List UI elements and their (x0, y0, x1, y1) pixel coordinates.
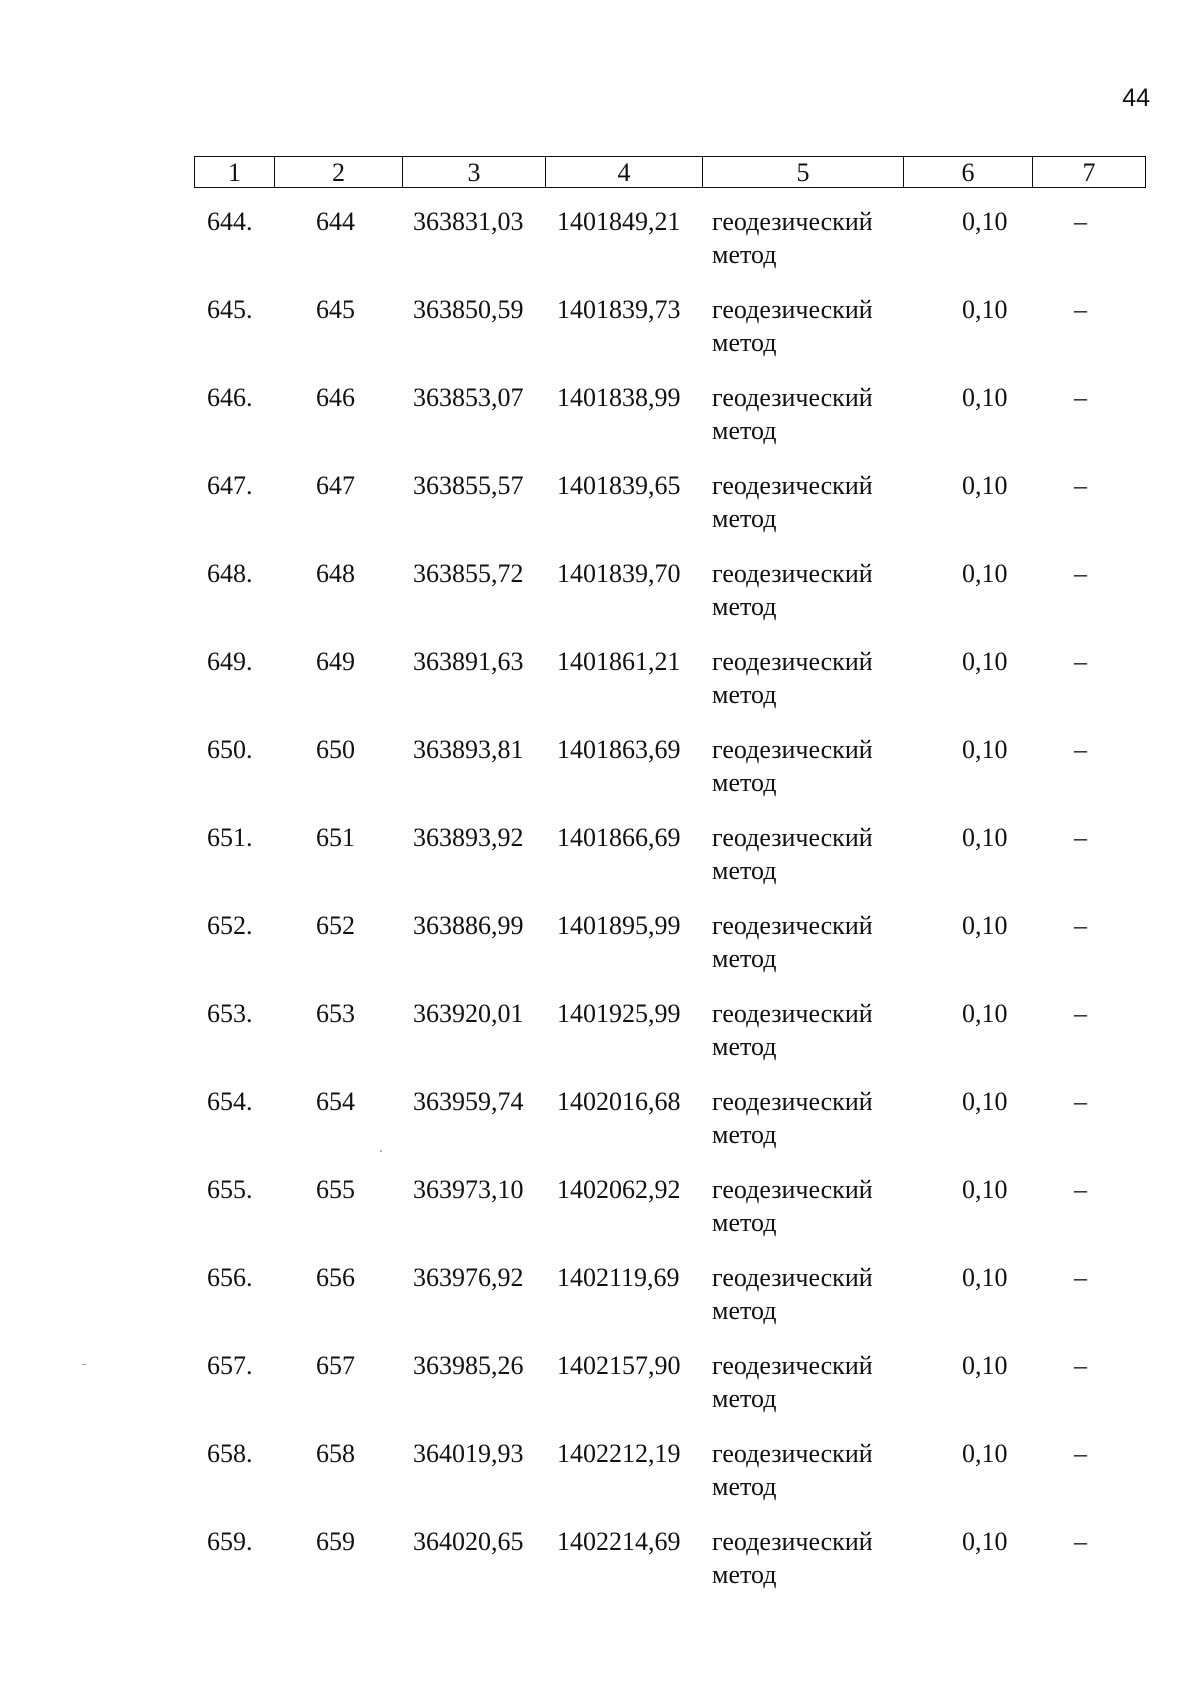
coordinate-y-cell: 1402016,68 (557, 1087, 681, 1116)
point-id-cell: 647 (316, 471, 355, 500)
method-cell: геодезический метод (712, 1527, 873, 1589)
point-id-cell: 652 (316, 911, 355, 940)
accuracy-cell: 0,10 (962, 471, 1008, 500)
coordinate-x-cell: 363920,01 (413, 999, 524, 1028)
accuracy-cell: 0,10 (962, 823, 1008, 852)
note-cell: – (1074, 1087, 1087, 1116)
coordinate-y-cell: 1402157,90 (557, 1351, 681, 1380)
coordinate-y-cell: 1401838,99 (557, 383, 681, 412)
coordinate-x-cell: 363985,26 (413, 1351, 524, 1380)
note-cell: – (1074, 207, 1087, 236)
coordinate-x-cell: 363855,72 (413, 559, 524, 588)
accuracy-cell: 0,10 (962, 1439, 1008, 1468)
header-col-7: 7 (1033, 157, 1146, 188)
accuracy-cell: 0,10 (962, 999, 1008, 1028)
header-col-2: 2 (275, 157, 403, 188)
point-id-cell: 644 (316, 207, 355, 236)
row-number-cell: 652. (207, 911, 253, 940)
note-cell: – (1074, 911, 1087, 940)
accuracy-cell: 0,10 (962, 1263, 1008, 1292)
coordinate-y-cell: 1401839,70 (557, 559, 681, 588)
coordinate-x-cell: 364020,65 (413, 1527, 524, 1556)
page-number: 44 (1122, 84, 1150, 112)
note-cell: – (1074, 999, 1087, 1028)
note-cell: – (1074, 559, 1087, 588)
note-cell: – (1074, 1439, 1087, 1468)
point-id-cell: 654 (316, 1087, 355, 1116)
accuracy-cell: 0,10 (962, 207, 1008, 236)
table-row (0, 1261, 1200, 1349)
table-row (0, 293, 1200, 381)
accuracy-cell: 0,10 (962, 911, 1008, 940)
note-cell: – (1074, 647, 1087, 676)
row-number-cell: 651. (207, 823, 253, 852)
method-cell: геодезический метод (712, 559, 873, 621)
point-id-cell: 659 (316, 1527, 355, 1556)
accuracy-cell: 0,10 (962, 647, 1008, 676)
coordinate-x-cell: 364019,93 (413, 1439, 524, 1468)
accuracy-cell: 0,10 (962, 559, 1008, 588)
coordinate-y-cell: 1401839,73 (557, 295, 681, 324)
note-cell: – (1074, 383, 1087, 412)
header-col-1: 1 (195, 157, 275, 188)
table-row (0, 205, 1200, 293)
coordinate-y-cell: 1402214,69 (557, 1527, 681, 1556)
coordinate-x-cell: 363850,59 (413, 295, 524, 324)
accuracy-cell: 0,10 (962, 735, 1008, 764)
coordinate-x-cell: 363855,57 (413, 471, 524, 500)
method-cell: геодезический метод (712, 1087, 873, 1149)
scan-speck (380, 1150, 382, 1152)
row-number-cell: 650. (207, 735, 253, 764)
table-row (0, 469, 1200, 557)
method-cell: геодезический метод (712, 471, 873, 533)
note-cell: – (1074, 735, 1087, 764)
header-col-4: 4 (546, 157, 703, 188)
coordinate-x-cell: 363976,92 (413, 1263, 524, 1292)
coordinate-x-cell: 363973,10 (413, 1175, 524, 1204)
method-cell: геодезический метод (712, 647, 873, 709)
coordinate-y-cell: 1401866,69 (557, 823, 681, 852)
row-number-cell: 648. (207, 559, 253, 588)
table-row (0, 557, 1200, 645)
column-number-header (194, 156, 1146, 188)
point-id-cell: 646 (316, 383, 355, 412)
coordinate-y-cell: 1402212,19 (557, 1439, 681, 1468)
coordinate-y-cell: 1401849,21 (557, 207, 681, 236)
point-id-cell: 657 (316, 1351, 355, 1380)
row-number-cell: 653. (207, 999, 253, 1028)
coordinate-y-cell: 1401925,99 (557, 999, 681, 1028)
coordinate-x-cell: 363891,63 (413, 647, 524, 676)
accuracy-cell: 0,10 (962, 1175, 1008, 1204)
point-id-cell: 650 (316, 735, 355, 764)
table-row (0, 909, 1200, 997)
point-id-cell: 648 (316, 559, 355, 588)
coordinate-x-cell: 363959,74 (413, 1087, 524, 1116)
row-number-cell: 655. (207, 1175, 253, 1204)
table-row (0, 645, 1200, 733)
coordinate-y-cell: 1401863,69 (557, 735, 681, 764)
method-cell: геодезический метод (712, 1351, 873, 1413)
coordinate-x-cell: 363893,92 (413, 823, 524, 852)
point-id-cell: 645 (316, 295, 355, 324)
point-id-cell: 651 (316, 823, 355, 852)
row-number-cell: 654. (207, 1087, 253, 1116)
method-cell: геодезический метод (712, 295, 873, 357)
note-cell: – (1074, 1527, 1087, 1556)
point-id-cell: 653 (316, 999, 355, 1028)
note-cell: – (1074, 1351, 1087, 1380)
accuracy-cell: 0,10 (962, 1527, 1008, 1556)
point-id-cell: 649 (316, 647, 355, 676)
coordinate-y-cell: 1402062,92 (557, 1175, 681, 1204)
table-row (0, 997, 1200, 1085)
table-row (0, 733, 1200, 821)
coordinate-y-cell: 1401861,21 (557, 647, 681, 676)
row-number-cell: 647. (207, 471, 253, 500)
point-id-cell: 656 (316, 1263, 355, 1292)
header-col-3: 3 (403, 157, 546, 188)
note-cell: – (1074, 823, 1087, 852)
method-cell: геодезический метод (712, 735, 873, 797)
row-number-cell: 658. (207, 1439, 253, 1468)
row-number-cell: 656. (207, 1263, 253, 1292)
note-cell: – (1074, 1175, 1087, 1204)
coordinates-table-body (0, 205, 1200, 1613)
coordinate-x-cell: 363886,99 (413, 911, 524, 940)
header-col-6: 6 (904, 157, 1033, 188)
point-id-cell: 655 (316, 1175, 355, 1204)
method-cell: геодезический метод (712, 999, 873, 1061)
coordinate-y-cell: 1401839,65 (557, 471, 681, 500)
method-cell: геодезический метод (712, 207, 873, 269)
coordinate-x-cell: 363893,81 (413, 735, 524, 764)
table-row (0, 821, 1200, 909)
point-id-cell: 658 (316, 1439, 355, 1468)
row-number-cell: 646. (207, 383, 253, 412)
method-cell: геодезический метод (712, 383, 873, 445)
header-col-5: 5 (703, 157, 904, 188)
row-number-cell: 645. (207, 295, 253, 324)
table-row (0, 1525, 1200, 1613)
scan-speck (82, 1364, 87, 1365)
method-cell: геодезический метод (712, 823, 873, 885)
coordinate-y-cell: 1402119,69 (557, 1263, 680, 1292)
row-number-cell: 659. (207, 1527, 253, 1556)
coordinate-y-cell: 1401895,99 (557, 911, 681, 940)
row-number-cell: 657. (207, 1351, 253, 1380)
note-cell: – (1074, 1263, 1087, 1292)
row-number-cell: 649. (207, 647, 253, 676)
method-cell: геодезический метод (712, 1175, 873, 1237)
accuracy-cell: 0,10 (962, 383, 1008, 412)
table-row (0, 1349, 1200, 1437)
method-cell: геодезический метод (712, 1263, 873, 1325)
method-cell: геодезический метод (712, 1439, 873, 1501)
row-number-cell: 644. (207, 207, 253, 236)
coordinate-x-cell: 363831,03 (413, 207, 524, 236)
accuracy-cell: 0,10 (962, 1087, 1008, 1116)
accuracy-cell: 0,10 (962, 1351, 1008, 1380)
coordinate-x-cell: 363853,07 (413, 383, 524, 412)
table-row (0, 1085, 1200, 1173)
note-cell: – (1074, 295, 1087, 324)
accuracy-cell: 0,10 (962, 295, 1008, 324)
table-row (0, 1173, 1200, 1261)
method-cell: геодезический метод (712, 911, 873, 973)
table-row (0, 381, 1200, 469)
table-row (0, 1437, 1200, 1525)
note-cell: – (1074, 471, 1087, 500)
